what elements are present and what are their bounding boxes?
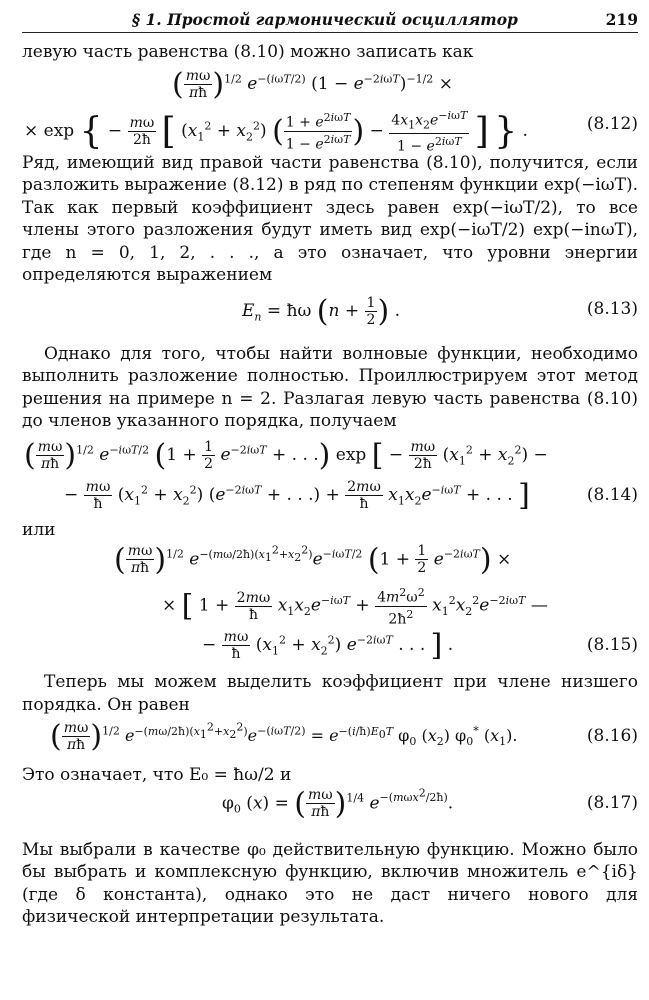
running-header [22,4,638,33]
equation-8-14 [22,433,638,517]
equation-8-15-line-3: − $\frac{m\omega}{ħ}$ $(x_1^2 + x_2^2)$ $e^{-2i\omega T}$ . . . ] . [202,628,454,663]
paragraph-6: Это означает, что E₀ = ħω/2 и [22,765,292,785]
paragraph-1: левую часть равенства (8.10) можно записать как [22,42,474,62]
equation-number-8-13: (8.13) [586,298,638,319]
paragraph-7: Мы выбрали в качестве φ₀ действительную функцию. Можно было бы выбрать и комплексную функцию, включив множитель e^{iδ} (где δ константа), однако это не даст ничего нового для физической интерпретации результата. [22,839,638,927]
equation-8-13 [22,287,638,335]
equation-8-14-line-1: ( $\frac{m\omega}{\pi ħ}$ )$^{1/2}$ $e^{-i\omega T/2}$ (1 + $\frac{1}{2}$ $e^{-2i\omega T}$ + . . .) exp [ − $\frac{m\omega}{2ħ}$ $(x_1^2 + x_2^2)$ − [24,437,548,473]
equation-number-8-12: (8.12) [586,113,638,134]
section-title: § 1. Простой гармонический осциллятор [132,10,518,29]
equation-number-8-17: (8.17) [586,792,638,813]
equation-8-12-line-1: ( $\frac{m\omega}{\pi ħ}$ )$^{1/2}$ $e^{-(i\omega T/2)}$ $(1 - e^{-2i\omega T})^{-1/2}$ × [172,66,453,102]
equation-8-17 [22,787,638,827]
equation-8-12-line-2: × exp { − $\frac{m\omega}{2ħ}$ [ $(x_1^2 + x_2^2)$ ( $\frac{1 + e^{2i\omega T}}{1 - e^{2i\omega T}}$ ) − $\frac{4x_1x_2e^{-i\omega T}}{1 - e^{2i\omega T}}$ ] } . [24,108,528,155]
equation-8-12 [22,64,638,155]
equation-8-15-line-2: × [ 1 + $\frac{2m\omega}{ħ}$ $x_1x_2e^{-i\omega T}$ + $\frac{4m^2\omega^2}{2ħ^2}$ $x_1^2x_2^2e^{-2i\omega T}$ — [162,586,548,628]
paragraph-3: Однако для того, чтобы найти волновые функции, необходимо выполнить разложение полностью. Проиллюстрируем этот метод решения на примере n = 2. Разлагая левую часть равенства (8.10) до членов указанного порядка, получаем [22,343,638,431]
equation-8-14-line-2: − $\frac{m\omega}{ħ}$ $(x_1^2 + x_2^2) (e^{-2i\omega T}$ + . . .) + $\frac{2m\omega}{ħ}$ $x_1x_2e^{-i\omega T}$ + . . . ] [64,477,530,513]
paragraph-5: Теперь мы можем выделить коэффициент при члене низшего порядка. Он равен [22,672,638,715]
equation-8-15 [22,541,638,667]
paragraph-4: или [22,519,56,540]
equation-8-17-formula: $\varphi_0$ (x) = ( $\frac{m\omega}{\pi ħ}$ )$^{1/4}$ $e^{-(m\omega x^2/2ħ)}$. [222,785,454,821]
page-number: 219 [605,10,638,29]
equation-8-16 [22,716,638,760]
equation-8-15-line-1: ( $\frac{m\omega}{\pi ħ}$ )$^{1/2}$ $e^{-(m\omega/2ħ)(x_1^2+x_2^2)}e^{-i\omega T/2}$ (1 + $\frac{1}{2}$ $e^{-2i\omega T}$) × [114,542,512,578]
equation-number-8-14: (8.14) [586,484,638,505]
equation-8-13-formula: $E_n$ = ħω (n + $\frac{1}{2}$ ) . [242,293,400,329]
equation-number-8-15: (8.15) [586,635,638,655]
paragraph-2: Ряд, имеющий вид правой части равенства (8.10), получится, если разложить выражение (8.12) в ряд по степеням функции exp(−iωT). Так как первый коэффициент здесь равен exp(−iωT/2), то все члены этого разложения будут иметь вид exp(−iωT/2) exp(−inωT), где n = 0, 1, 2, . . ., а это означает, что уровни энергии определяются выражением [22,152,638,285]
equation-8-16-formula: ( $\frac{m\omega}{\pi ħ}$ )$^{1/2}$ $e^{-(m\omega/2ħ)(x_1^2+x_2^2)}e^{-(i\omega T/2)} = e^{-(i/ħ)E_0T}$ $\varphi_0$ $(x_2)$ $\varphi_0^*$ $(x_1)$. [50,719,518,754]
equation-number-8-16: (8.16) [586,726,638,746]
page [22,4,638,929]
